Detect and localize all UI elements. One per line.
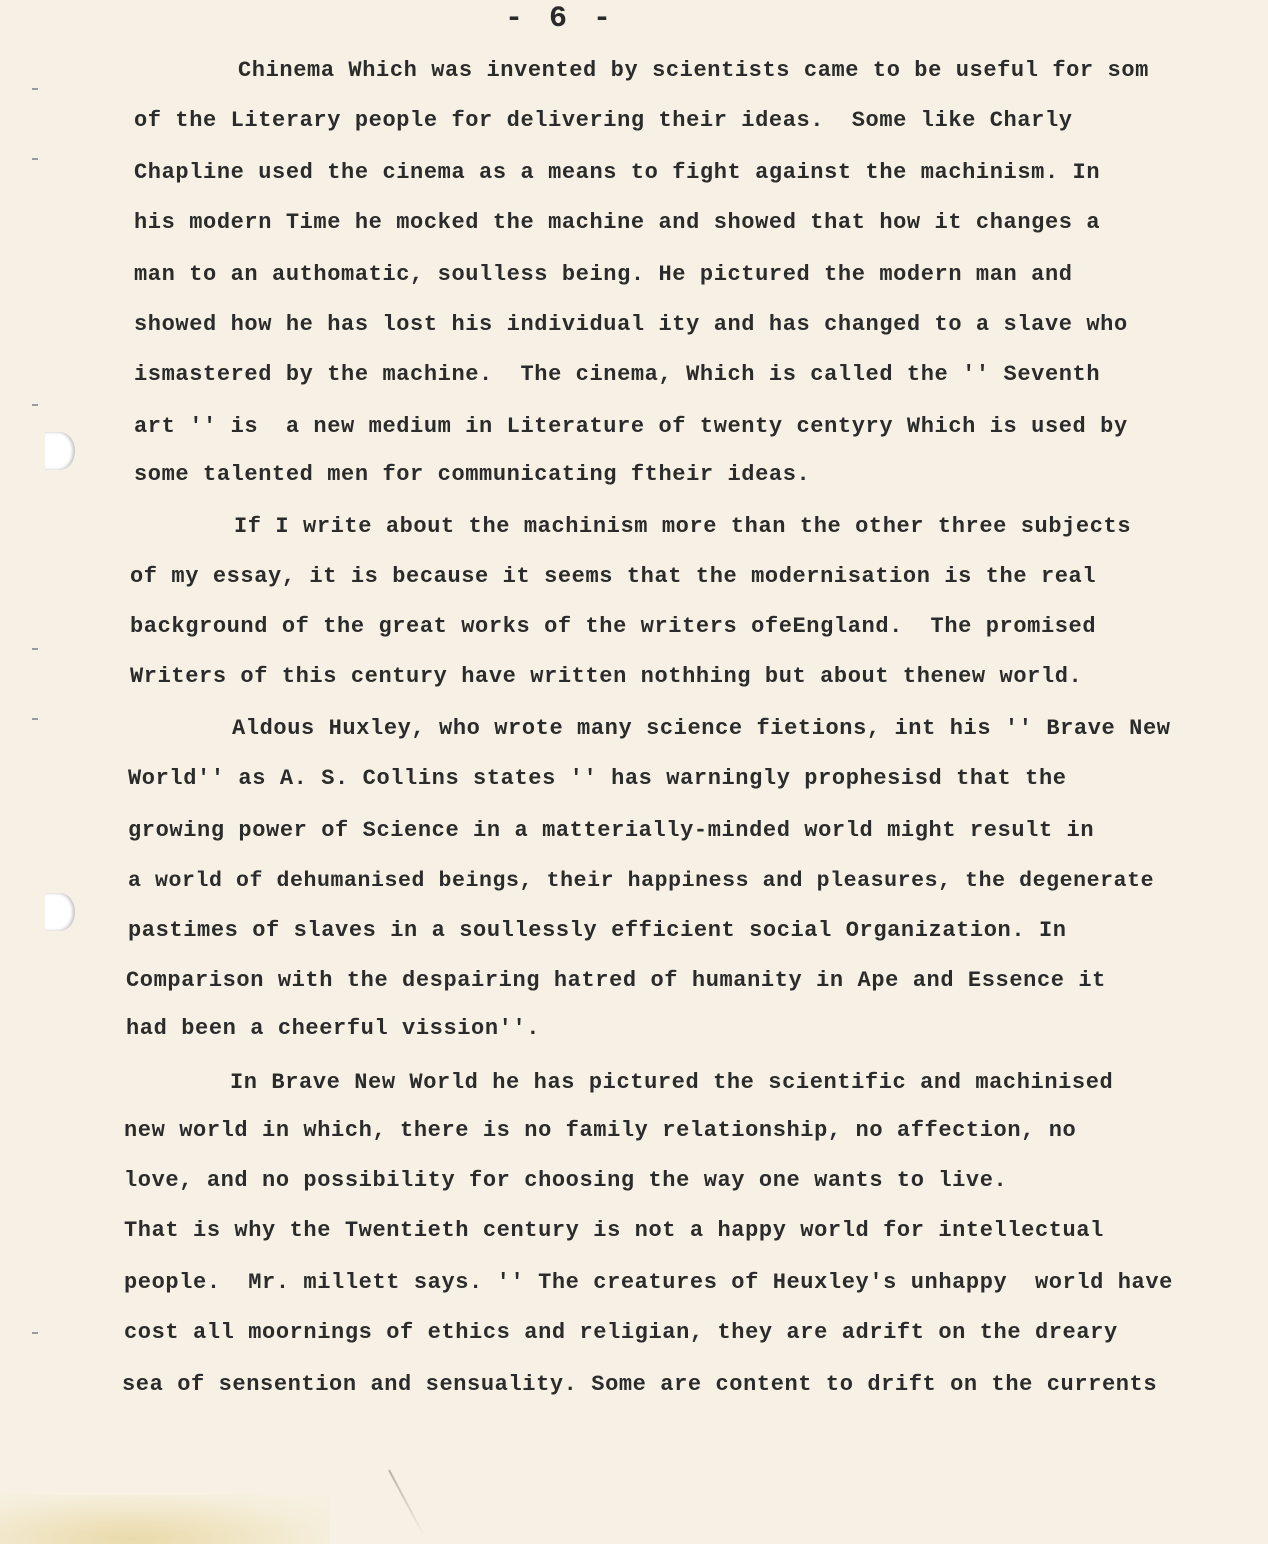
text-line: In Brave New World he has pictured the scientific and machinised <box>230 1070 1114 1095</box>
margin-mark <box>32 648 38 650</box>
margin-mark <box>32 404 38 406</box>
text-line: pastimes of slaves in a soullessly efficient social Organization. In <box>128 918 1067 943</box>
text-line: That is why the Twentieth century is not a happy world for intellectual <box>124 1218 1104 1243</box>
text-line: had been a cheerful vission''. <box>126 1016 541 1041</box>
paper-stain <box>0 1495 330 1544</box>
paper-crease <box>388 1470 425 1536</box>
text-line: of the Literary people for delivering their ideas. Some like Charly <box>134 108 1073 133</box>
text-line: his modern Time he mocked the machine and showed that how it changes a <box>134 210 1101 235</box>
text-line: Chinema Which was invented by scientists came to be useful for som <box>238 58 1149 83</box>
text-line: people. Mr. millett says. '' The creatures of Heuxley's unhappy world have <box>124 1270 1173 1295</box>
text-line: cost all moornings of ethics and religian, they are adrift on the dreary <box>124 1320 1118 1345</box>
text-line: of my essay, it is because it seems that the modernisation is the real <box>130 564 1097 589</box>
text-line: Chapline used the cinema as a means to fight against the machinism. In <box>134 160 1101 185</box>
margin-mark <box>32 718 38 720</box>
text-line: sea of sensention and sensuality. Some are content to drift on the currents <box>122 1372 1158 1397</box>
text-line: World'' as A. S. Collins states '' has warningly prophesisd that the <box>128 766 1067 791</box>
text-line: If I write about the machinism more than the other three subjects <box>234 514 1132 539</box>
text-line: background of the great works of the writers ofeEngland. The promised <box>130 614 1097 639</box>
text-line: a world of dehumanised beings, their happiness and pleasures, the degenerate <box>128 869 1155 893</box>
text-line: ismastered by the machine. The cinema, Which is called the '' Seventh <box>134 362 1101 387</box>
text-line: Aldous Huxley, who wrote many science fietions, int his '' Brave New <box>232 716 1171 741</box>
text-line: man to an authomatic, soulless being. He pictured the modern man and <box>134 262 1073 287</box>
margin-mark <box>32 1332 38 1334</box>
page-number: - 6 - <box>505 2 616 36</box>
text-line: new world in which, there is no family relationship, no affection, no <box>124 1118 1077 1143</box>
text-line: growing power of Science in a matterially-minded world might result in <box>128 818 1095 843</box>
punch-hole <box>45 432 75 470</box>
text-line: some talented men for communicating ftheir ideas. <box>134 462 811 487</box>
punch-hole <box>45 893 75 931</box>
text-line: Writers of this century have written nothhing but about thenew world. <box>130 664 1083 689</box>
text-line: love, and no possibility for choosing the way one wants to live. <box>124 1168 1008 1193</box>
text-line: Comparison with the despairing hatred of humanity in Ape and Essence it <box>126 968 1106 993</box>
text-line: showed how he has lost his individual ity and has changed to a slave who <box>134 312 1128 337</box>
text-line: art '' is a new medium in Literature of twenty centyry Which is used by <box>134 414 1128 439</box>
margin-mark <box>32 158 38 160</box>
margin-mark <box>32 88 38 90</box>
